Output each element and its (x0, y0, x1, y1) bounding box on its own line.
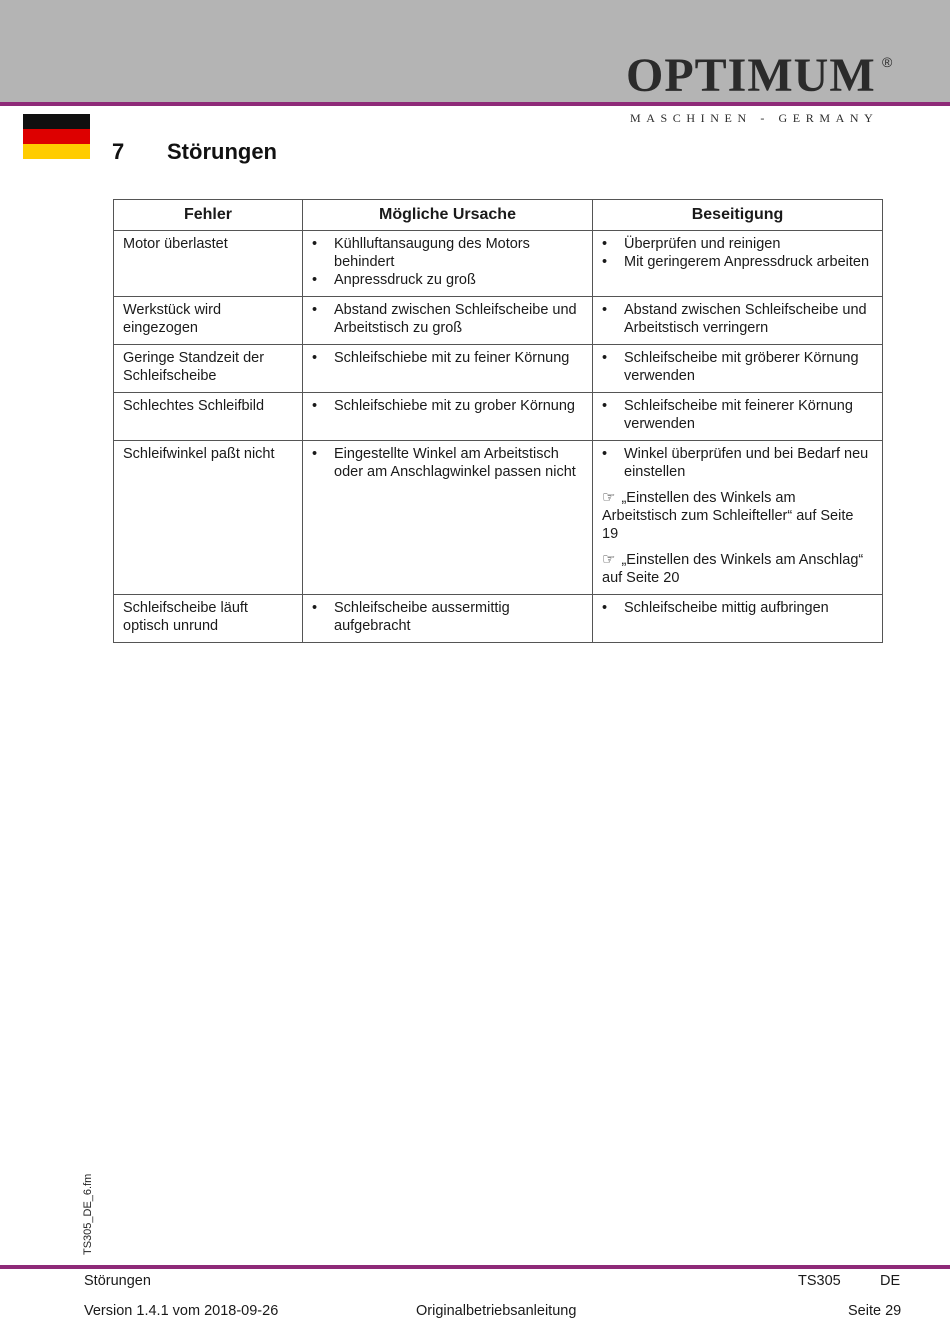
remedy-cell (593, 393, 883, 441)
cause-cell (303, 297, 593, 345)
fault-cell: Motor überlastet (114, 231, 303, 297)
bullet-item (312, 349, 583, 367)
bullet-icon: • (312, 236, 318, 252)
bullet-text: Schleifschiebe mit zu feiner Körnung (334, 350, 570, 366)
chapter-title: Störungen (167, 139, 277, 164)
fault-cell: Geringe Standzeit der Schleifscheibe (114, 345, 303, 393)
footer-doc-type: Originalbetriebsanleitung (416, 1303, 577, 1319)
bullet-text: Anpressdruck zu groß (334, 272, 476, 288)
table-row (114, 441, 883, 595)
fault-cell: Werkstück wird eingezogen (114, 297, 303, 345)
bullet-text: Eingestellte Winkel am Arbeitstisch oder am Anschlagwinkel passen nicht (334, 446, 576, 480)
remedy-cell (593, 345, 883, 393)
source-filename: TS305_DE_6.fm (82, 1173, 94, 1255)
bullet-text: Schleifschiebe mit zu grober Körnung (334, 398, 575, 414)
bullet-item (312, 397, 583, 415)
remedy-cell (593, 441, 883, 595)
bullet-icon: • (602, 254, 608, 270)
table-row (114, 297, 883, 345)
chapter-number: 7 (112, 139, 125, 164)
bullet-icon: • (602, 600, 608, 616)
bullet-text: Schleifscheibe mit gröberer Körnung verwenden (624, 350, 859, 384)
flag-stripe-red (23, 129, 90, 144)
table-header-row (114, 200, 883, 231)
bullet-text: Abstand zwischen Schleifscheibe und Arbeitstisch verringern (624, 302, 867, 336)
pointing-hand-icon: ☞ (602, 551, 616, 568)
bullet-item (602, 253, 873, 271)
header-divider (0, 102, 950, 106)
flag-stripe-black (23, 114, 90, 129)
brand-logo: OPTIMUM (626, 49, 876, 102)
flag-stripe-gold (23, 144, 90, 159)
bullet-icon: • (602, 302, 608, 318)
bullet-icon: • (312, 272, 318, 288)
bullet-item (312, 235, 583, 271)
cross-reference[interactable] (602, 489, 873, 543)
bullet-text: Schleifscheibe mittig aufbringen (624, 600, 829, 616)
bullet-icon: • (312, 398, 318, 414)
footer-language: DE (880, 1273, 901, 1289)
bullet-text: Abstand zwischen Schleifscheibe und Arbeitstisch zu groß (334, 302, 577, 336)
bullet-icon: • (602, 446, 608, 462)
bullet-text: Schleifscheibe aussermittig aufgebracht (334, 600, 510, 634)
cause-cell (303, 393, 593, 441)
german-flag-icon (23, 114, 90, 159)
header-remedy: Beseitigung (593, 200, 883, 231)
bullet-icon: • (602, 236, 608, 252)
fault-cell: Schlechtes Schleifbild (114, 393, 303, 441)
header-cause: Mögliche Ursache (303, 200, 593, 231)
bullet-item (602, 445, 873, 481)
bullet-icon: • (312, 446, 318, 462)
cause-cell (303, 345, 593, 393)
remedy-cell (593, 231, 883, 297)
bullet-text: Überprüfen und reinigen (624, 236, 781, 252)
bullet-item (312, 301, 583, 337)
bullet-item (602, 349, 873, 385)
bullet-text: Kühlluftansaugung des Motors behindert (334, 236, 530, 270)
bullet-item (602, 599, 873, 617)
bullet-icon: • (312, 600, 318, 616)
bullet-text: Winkel überprüfen und bei Bedarf neu einstellen (624, 446, 869, 480)
cause-cell (303, 441, 593, 595)
bullet-item (602, 301, 873, 337)
bullet-item (602, 235, 873, 253)
bullet-item (312, 599, 583, 635)
bullet-icon: • (312, 302, 318, 318)
cause-cell (303, 595, 593, 643)
table-row (114, 345, 883, 393)
cause-cell (303, 231, 593, 297)
bullet-icon: • (312, 350, 318, 366)
remedy-cell (593, 595, 883, 643)
bullet-icon: • (602, 350, 608, 366)
remedy-cell (593, 297, 883, 345)
reference-text: „Einstellen des Winkels am Anschlag“ auf Seite 20 (602, 552, 864, 586)
header-fault: Fehler (114, 200, 303, 231)
bullet-text: Mit geringerem Anpressdruck arbeiten (624, 254, 870, 270)
cross-reference[interactable] (602, 551, 873, 587)
footer-section: Störungen (84, 1273, 151, 1289)
bullet-item (312, 445, 583, 481)
fault-cell: Schleifscheibe läuft optisch unrund (114, 595, 303, 643)
reference-text: „Einstellen des Winkels am Arbeitstisch zum Schleifteller“ auf Seite 19 (602, 490, 854, 542)
footer-model: TS305 (798, 1273, 841, 1289)
bullet-item (312, 271, 583, 289)
fault-cell: Schleifwinkel paßt nicht (114, 441, 303, 595)
footer-version: Version 1.4.1 vom 2018-09-26 (84, 1303, 279, 1319)
table-row (114, 595, 883, 643)
bullet-text: Schleifscheibe mit feinerer Körnung verwenden (624, 398, 853, 432)
table-body (114, 231, 883, 643)
footer-divider (0, 1265, 950, 1269)
bullet-icon: • (602, 398, 608, 414)
footer-page-number: Seite 29 (848, 1303, 902, 1319)
table-row (114, 393, 883, 441)
bullet-item (602, 397, 873, 433)
pointing-hand-icon: ☞ (602, 489, 616, 506)
brand-registered-mark: ® (882, 54, 893, 70)
troubleshooting-table (113, 199, 883, 643)
table-row (114, 231, 883, 297)
brand-tagline: MASCHINEN - GERMANY (630, 111, 879, 125)
